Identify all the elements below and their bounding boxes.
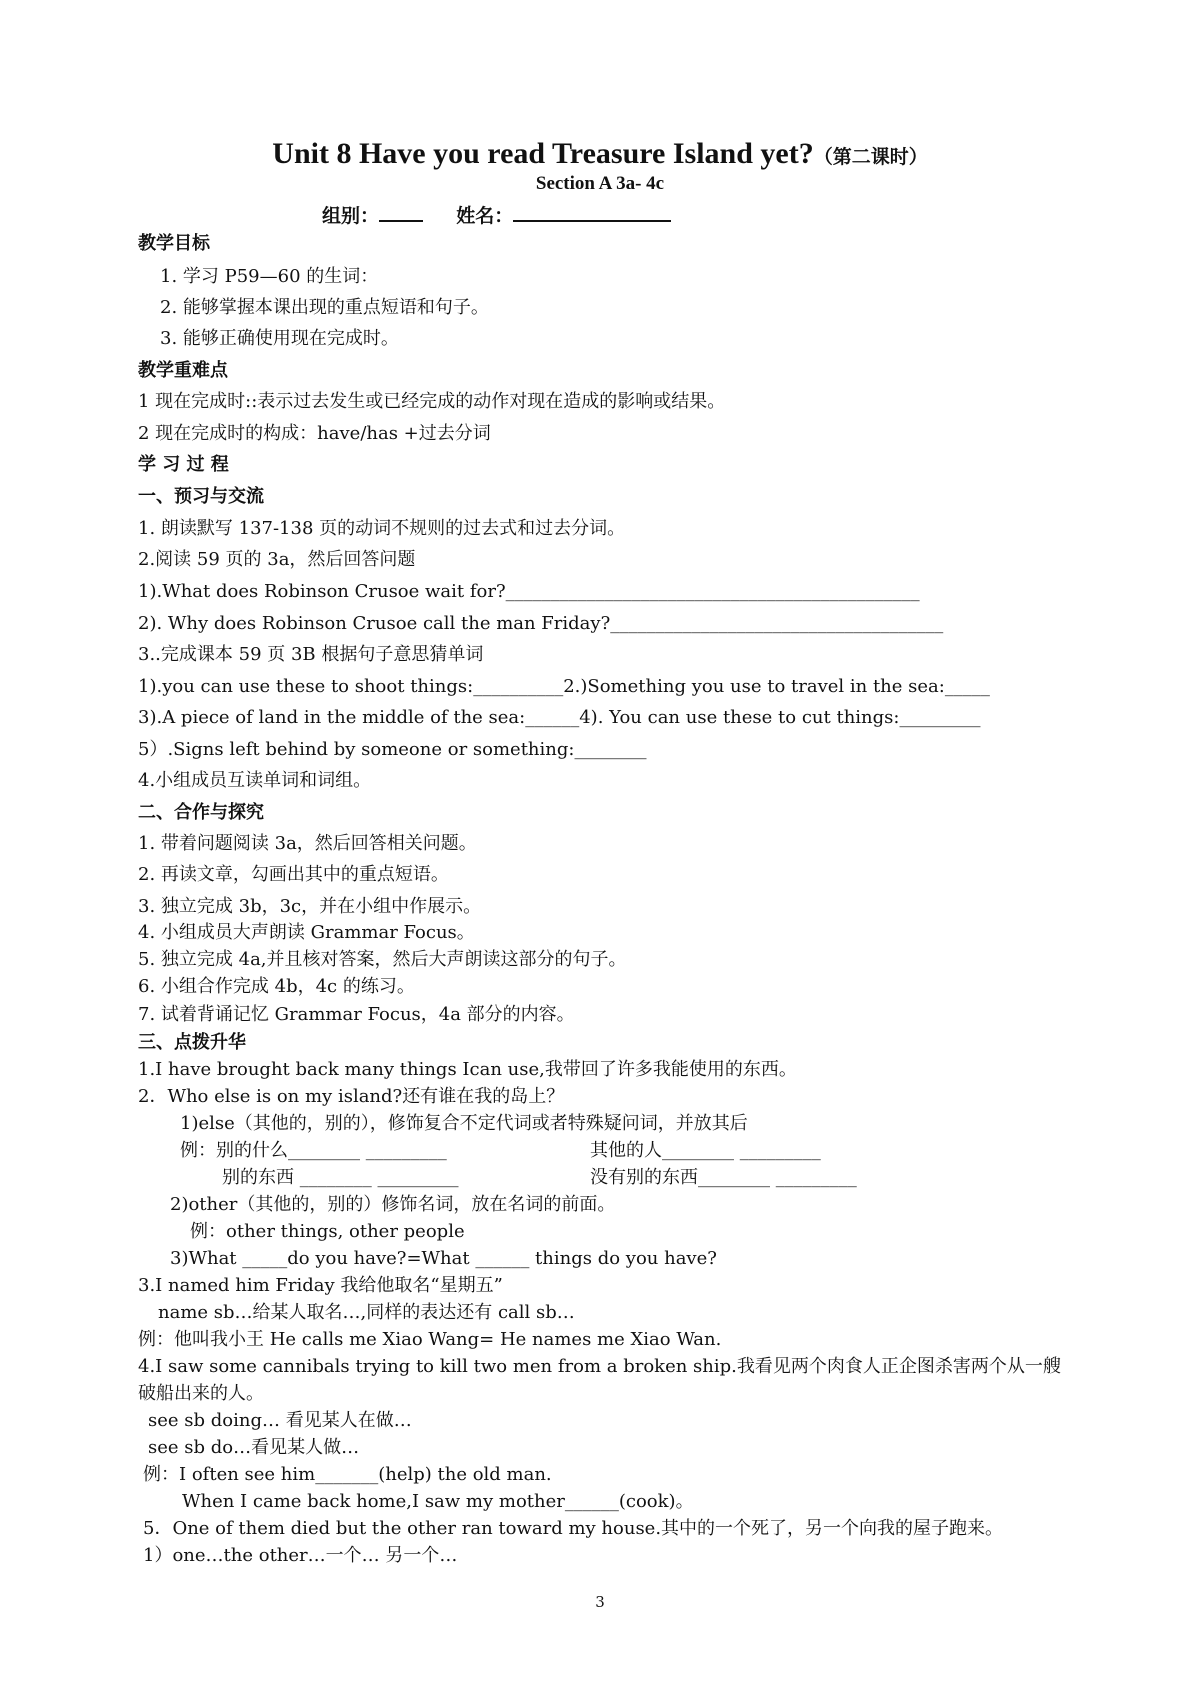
text-line: 2. 能够掌握本课出现的重点短语和句子。 [160, 297, 489, 318]
text-line: 2). Why does Robinson Crusoe call the man Friday?_____________________________________ [138, 613, 944, 634]
text-line: 1)else（其他的，别的），修饰复合不定代词或者特殊疑问词，并放其后 [180, 1113, 748, 1134]
group-name-row [322, 202, 671, 228]
text-line: 5．One of them died but the other ran toward my house.其中的一个死了，另一个向我的屋子跑来。 [143, 1518, 1004, 1539]
text-line: see sb do…看见某人做… [148, 1437, 360, 1458]
text-line: 1. 学习 P59—60 的生词： [160, 266, 379, 287]
text-line: 例：I often see him_______(help) the old man. [143, 1464, 552, 1485]
text-line: 3. 能够正确使用现在完成时。 [160, 328, 399, 349]
text-line: see sb doing… 看见某人在做… [148, 1410, 412, 1431]
title-main: Unit 8 Have you read Treasure Island yet? [272, 137, 814, 170]
text-line: 没有别的东西________ _________ [590, 1167, 857, 1188]
text-line: 3)What _____do you have?=What ______ things do you have? [170, 1248, 717, 1269]
group-blank[interactable] [379, 202, 423, 222]
name-blank[interactable] [513, 202, 671, 222]
page-subtitle: Section A 3a- 4c [535, 173, 665, 194]
text-line: 3).A piece of land in the middle of the sea:______4). You can use these to cut things:_________ [138, 707, 981, 728]
section-heading: 教学重难点 [138, 360, 228, 381]
name-label: 姓名： [456, 205, 514, 227]
text-line: 破船出来的人。 [138, 1383, 264, 1404]
text-line: 7. 试着背诵记忆 Grammar Focus，4a 部分的内容。 [138, 1004, 575, 1025]
text-line: 2 现在完成时的构成：have/has +过去分词 [138, 423, 491, 444]
title-suffix: （第二课时） [813, 147, 928, 168]
section-heading: 一、预习与交流 [138, 486, 264, 507]
text-line: 其他的人________ _________ [590, 1140, 821, 1161]
text-line: 2. 再读文章，勾画出其中的重点短语。 [138, 864, 449, 885]
text-line: 4.I saw some cannibals trying to kill two men from a broken ship.我看见两个肉食人正企图杀害两个从一艘 [138, 1356, 1061, 1377]
text-line: 例：other things, other people [190, 1221, 465, 1242]
text-line: 3..完成课本 59 页 3B 根据句子意思猜单词 [138, 644, 484, 665]
text-line: 5）.Signs left behind by someone or something:________ [138, 739, 647, 760]
text-line: 2)other（其他的，别的）修饰名词，放在名词的前面。 [170, 1194, 616, 1215]
text-line: 1. 朗读默写 137-138 页的动词不规则的过去式和过去分词。 [138, 518, 626, 539]
text-line: 1).you can use these to shoot things:__________2.)Something you use to travel in the sea:_____ [138, 676, 990, 697]
text-line: name sb…给某人取名…,同样的表达还有 call sb… [158, 1302, 575, 1323]
text-line: 1）one…the other…一个… 另一个… [143, 1545, 458, 1566]
page-number: 3 [595, 1593, 605, 1611]
text-line: 4.小组成员互读单词和词组。 [138, 770, 372, 791]
text-line: 3. 独立完成 3b，3c，并在小组中作展示。 [138, 896, 482, 917]
text-line: 1. 带着问题阅读 3a，然后回答相关问题。 [138, 833, 477, 854]
group-label: 组别： [322, 205, 380, 227]
text-line: 1 现在完成时::表示过去发生或已经完成的动作对现在造成的影响或结果。 [138, 391, 726, 412]
text-line: 别的东西 ________ _________ [222, 1167, 459, 1188]
section-heading: 教学目标 [138, 233, 210, 254]
text-line: 3.I named him Friday 我给他取名“星期五” [138, 1275, 503, 1296]
text-line: 例：他叫我小王 He calls me Xiao Wang= He names me Xiao Wan. [138, 1329, 722, 1350]
text-line: 4. 小组成员大声朗读 Grammar Focus。 [138, 922, 475, 943]
text-line: 1.I have brought back many things Ican use,我带回了许多我能使用的东西。 [138, 1059, 797, 1080]
section-heading: 三、点拨升华 [138, 1032, 246, 1053]
text-line: 6. 小组合作完成 4b，4c 的练习。 [138, 976, 415, 997]
text-line: 5. 独立完成 4a,并且核对答案，然后大声朗读这部分的句子。 [138, 949, 627, 970]
section-heading: 二、合作与探究 [138, 802, 264, 823]
text-line: 2．Who else is on my island?还有谁在我的岛上？ [138, 1086, 565, 1107]
text-line: 2.阅读 59 页的 3a，然后回答问题 [138, 549, 416, 570]
text-line: 1).What does Robinson Crusoe wait for?______________________________________________ [138, 581, 920, 602]
text-line: When I came back home,I saw my mother______(cook)。 [182, 1491, 694, 1512]
text-line: 例：别的什么________ _________ [180, 1140, 447, 1161]
section-heading: 学 习 过 程 [138, 454, 229, 475]
